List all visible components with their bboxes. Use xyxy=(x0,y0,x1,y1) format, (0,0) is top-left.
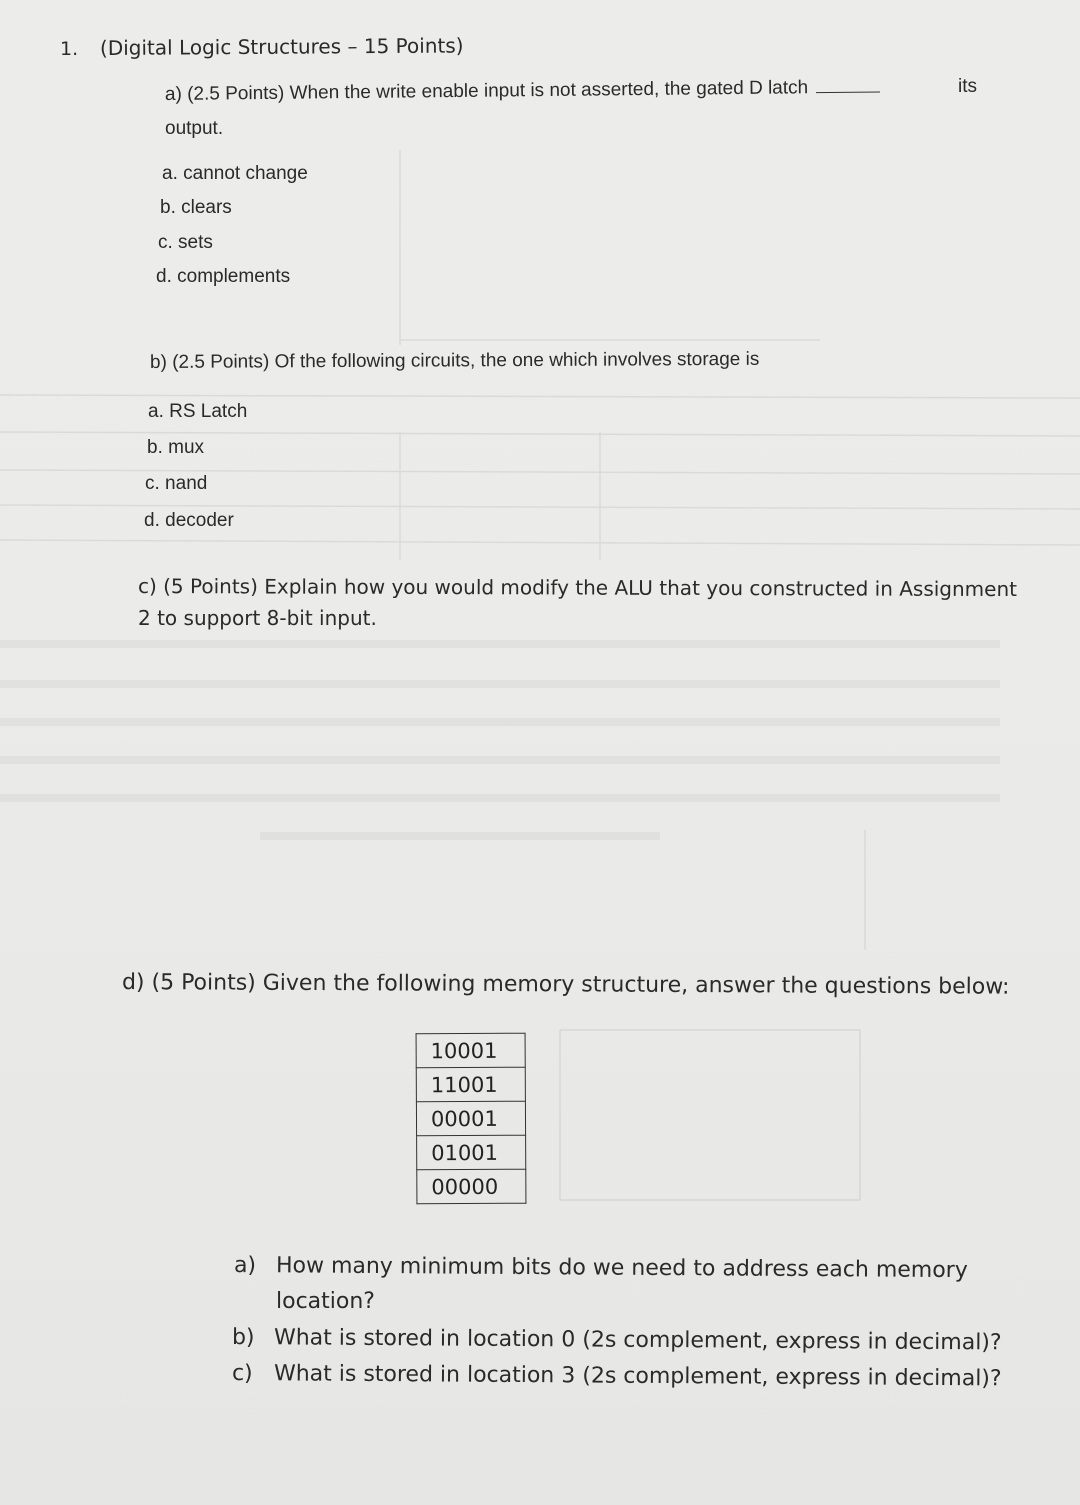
memory-row xyxy=(416,1067,525,1102)
part-b-option: d. decoder xyxy=(144,510,234,531)
subquestion-a xyxy=(234,1253,968,1283)
part-a-option: c. sets xyxy=(158,232,213,253)
part-a-option: d. complements xyxy=(156,266,291,287)
question-number: 1. xyxy=(60,38,79,60)
subquestion-b xyxy=(232,1325,1002,1355)
memory-row xyxy=(417,1169,526,1204)
subquestion-label: a) xyxy=(233,1253,257,1279)
memory-cell: 00000 xyxy=(417,1169,526,1204)
part-b-option: a. RS Latch xyxy=(148,401,248,422)
memory-table xyxy=(416,1033,527,1205)
memory-cell: 11001 xyxy=(416,1067,525,1102)
subquestion-label: b) xyxy=(231,1325,255,1351)
part-a-option: b. clears xyxy=(160,197,232,218)
question-title: (Digital Logic Structures – 15 Points) xyxy=(99,33,464,60)
part-b-option: c. nand xyxy=(145,473,208,494)
part-b-stem: b) (2.5 Points) Of the following circuits, the one which involves storage is xyxy=(149,348,760,373)
memory-cell: 01001 xyxy=(417,1135,526,1170)
subquestion-label: c) xyxy=(231,1361,253,1387)
memory-row xyxy=(416,1033,525,1068)
part-a-stem-end: its xyxy=(958,76,977,97)
subquestion-text: What is stored in location 0 (2s complement, express in decimal)? xyxy=(273,1325,1002,1356)
part-a-stem xyxy=(165,77,880,106)
part-a-option: a. cannot change xyxy=(162,163,308,184)
memory-row xyxy=(417,1135,526,1170)
memory-row xyxy=(416,1101,525,1136)
part-c-line1: c) (5 Points) Explain how you would modify the ALU that you constructed in Assignment xyxy=(137,574,1018,602)
memory-cell: 10001 xyxy=(416,1033,525,1068)
subquestion-text: What is stored in location 3 (2s complement, express in decimal)? xyxy=(273,1361,1002,1392)
part-b-option: b. mux xyxy=(147,437,205,458)
memory-cell: 00001 xyxy=(416,1101,525,1136)
subquestion-a-line2: location? xyxy=(276,1289,375,1314)
part-a-stem-line2: output. xyxy=(165,118,224,139)
part-a-stem-text: a) (2.5 Points) When the write enable input is not asserted, the gated D latch xyxy=(164,77,809,105)
answer-blank xyxy=(816,78,880,94)
part-c-line2: 2 to support 8-bit input. xyxy=(138,606,377,630)
part-d-stem: d) (5 Points) Given the following memory structure, answer the questions below: xyxy=(121,970,1010,1000)
subquestion-text: How many minimum bits do we need to address each memory xyxy=(275,1253,968,1284)
subquestion-c xyxy=(232,1361,1002,1391)
